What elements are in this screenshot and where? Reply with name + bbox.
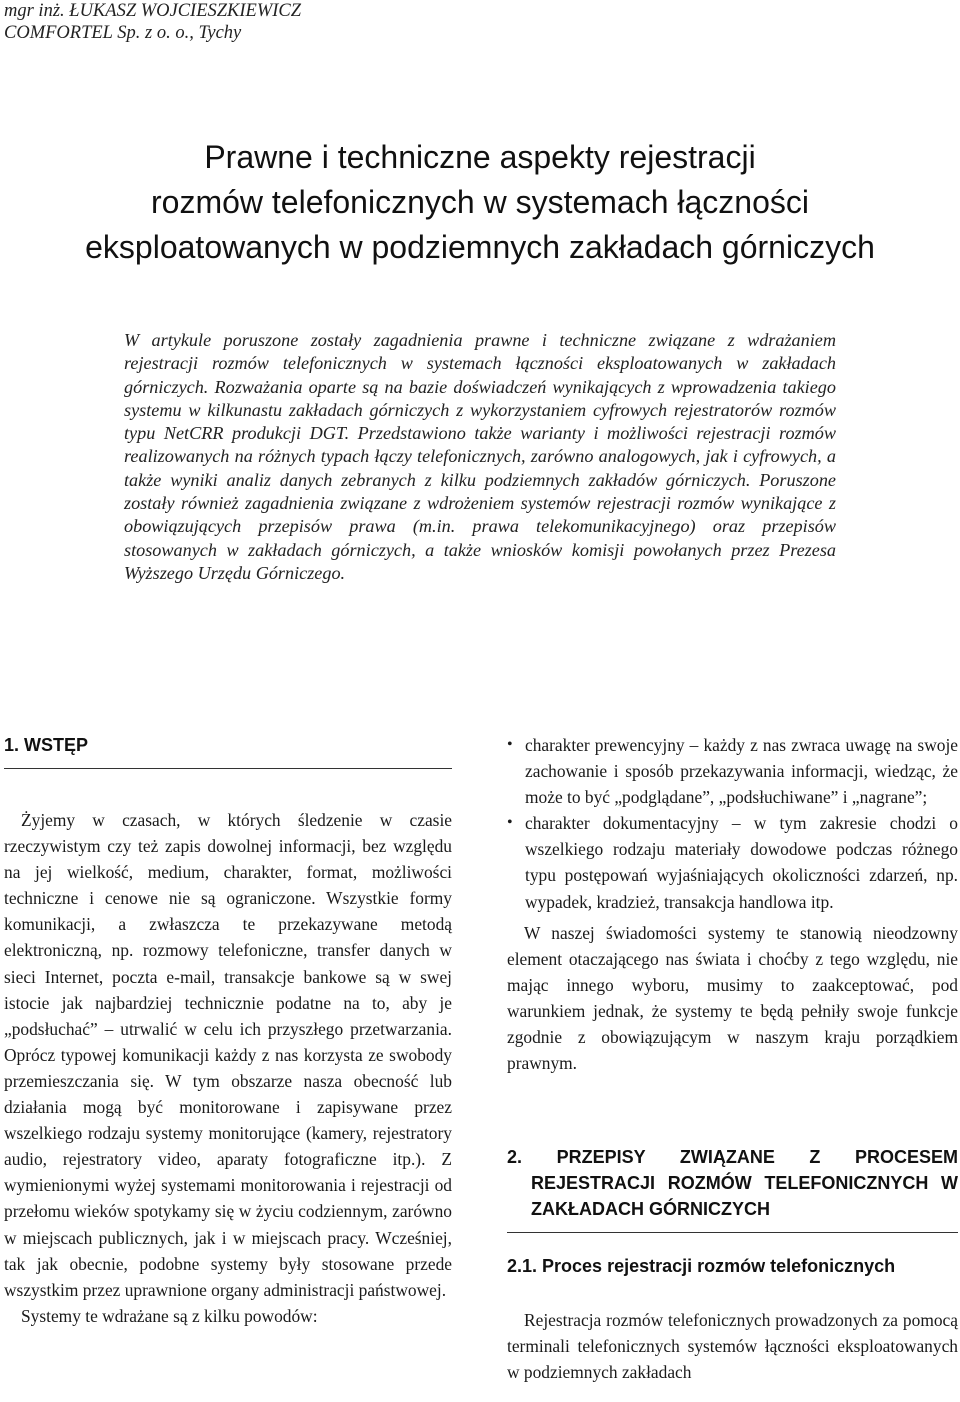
section-2-1-paragraph-1: Rejestracja rozmów telefonicznych prowadzonych za pomocą terminali telefonicznych systemów łączności eksploatowanych w podziemnych zakładach <box>507 1310 958 1383</box>
section-1-paragraph-1: Żyjemy w czasach, w których śledzenie w czasie rzeczywistym czy też zapis dowolnej informacji, bez względu na jej wielkość, medium, charakter, format, możliwości techniczne i cenowe nie są ograniczone. Wszystkie formy komunikacji, a zwłaszcza te przekazywane metodą elektroniczną, np. rozmowy telefoniczne, transfer danych w sieci Internet, poczta e-mail, transakcje bankowe są w swej istocie jak najbardziej technicznie podatne na to, aby je „podsłuchać” – utrwalić w celu ich przyszłego przetwarzania. Oprócz typowej komunikacji każdy z nas korzysta ze swobody przemieszczania się. W tym obszarze nasza obecność lub działania mogą być monitorowane i zapisywane przez wszelkiego rodzaju systemy monitorujące (kamery, rejestratory audio, rejestratory video, aparaty fotograficzne itp.). Z wymienionymi wyżej systemami monitorowania i rejestracji od przełomu wieków spotykamy się w życiu codziennym, zarówno w miejscach publicznych, jak i w miejscach pracy. Wcześniej, tak jak obecnie, podobne systemy były stosowane przede wszystkim przez uprawnione organy administracji państwowej. <box>4 810 452 1300</box>
list-item-text: charakter prewencyjny – każdy z nas zwraca uwagę na swoje zachowanie i sposób przekazywania informacji, wiedząc, że może to być „podglądane”, „podsłuchiwane” i „nagrane”; <box>525 735 958 808</box>
abstract: W artykule poruszone zostały zagadnienia prawne i techniczne związane z wdrażaniem rejestracji rozmów telefonicznych w systemach łączności eksploatowanych w zakładach górniczych. Rozważania oparte są na bazie doświadczeń wynikających z wprowadzenia takiego systemu w kilkunastu zakładach górniczych z wykorzystaniem cyfrowych rejestratorów rozmów typu NetCRR produkcji DGT. Przedstawiono także warianty i możliwości rejestracji rozmów realizowanych na różnych typach łączy telefonicznych, zarówno analogowych, jak i cyfrowych, a także wyniki analiz danych zebranych z kilku podziemnych zakładów górniczych. Poruszone zostały również zagadnienia związane z wdrożeniem systemów rejestracji rozmów wynikające z obowiązujących przepisów prawa (m.in. prawa telekomunikacyjnego) oraz przepisów stosowanych w zakładach górniczych, a także wniosków komisji powołanych przez Prezesa Wyższego Urzędu Górniczego. <box>124 330 836 583</box>
author-affiliation: COMFORTEL Sp. z o. o., Tychy <box>4 23 242 43</box>
bullet-icon: • <box>507 736 513 753</box>
list-item <box>507 732 958 810</box>
left-column <box>4 732 452 1329</box>
section-1-rule <box>4 768 452 769</box>
title-line-3: eksploatowanych w podziemnych zakładach górniczych <box>85 229 875 265</box>
right-column <box>507 732 958 1386</box>
list-item-text: charakter dokumentacyjny – w tym zakresie chodzi o wszelkiego rodzaju materiały dowodowe podczas różnego typu postępowań wyjaśniających okoliczności zdarzeń, np. wypadek, kradzież, transakcja handlowa itp. <box>525 813 958 912</box>
title-line-2: rozmów telefonicznych w systemach łączności <box>150 184 809 220</box>
section-1-paragraph-2: Systemy te wdrażane są z kilku powodów: <box>21 1305 318 1326</box>
section-1-paragraph-3: W naszej świadomości systemy te stanowią nieodzowny element otaczającego nas świata i choćby z tego względu, nie mając innego wyboru, musimy to zaakceptować, pod warunkiem jednak, że systemy te będą pełniły swoje funkcje zgodnie z obowiązującym w naszym kraju porządkiem prawnym. <box>507 922 958 1074</box>
author-name: mgr inż. ŁUKASZ WOJCIESZKIEWICZ <box>4 1 302 21</box>
section-1-heading: 1. WSTĘP <box>4 735 89 755</box>
list-item <box>507 810 958 914</box>
section-2-1-heading: 2.1. Proces rejestracji rozmów telefonicznych <box>507 1256 896 1277</box>
bullet-icon: • <box>507 814 513 832</box>
reasons-list <box>507 732 958 915</box>
author-block <box>4 0 301 44</box>
section-2-rule <box>507 1232 958 1233</box>
section-2-heading: 2. PRZEPISY ZWIĄZANE Z PROCESEM REJESTRACJI ROZMÓW TELEFONICZNYCH W ZAKŁADACH GÓRNICZYCH <box>507 1147 958 1220</box>
paper-title <box>0 135 960 270</box>
title-line-1: Prawne i techniczne aspekty rejestracji <box>204 139 756 175</box>
